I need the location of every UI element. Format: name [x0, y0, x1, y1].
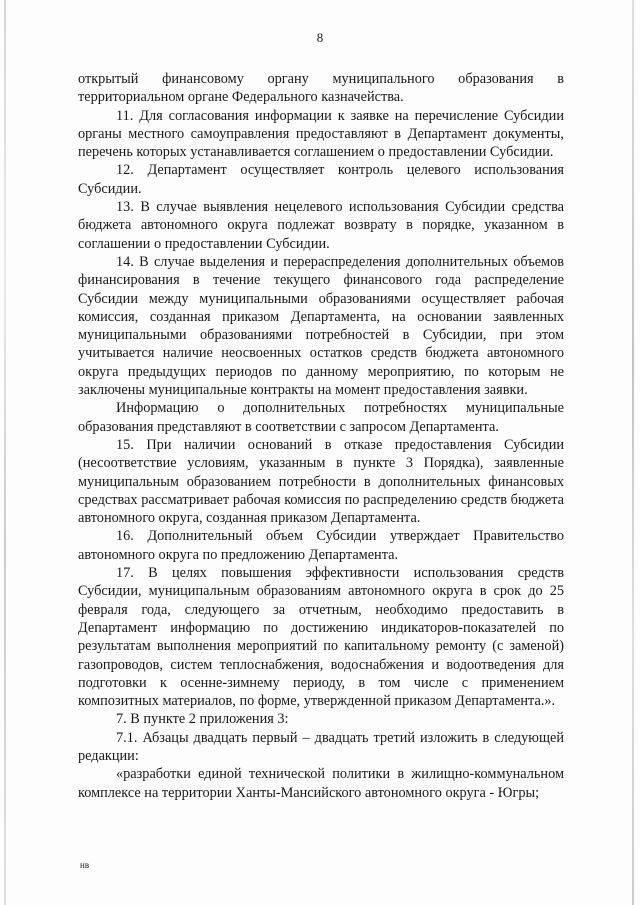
paragraph: 13. В случае выявления нецелевого использования Субсидии средства бюджета автономного округа подлежат возврату в порядке, указанном в соглашении о предоставлении Субсидии.: [78, 199, 564, 252]
paragraph: 11. Для согласования информации к заявке на перечисление Субсидии органы местного самоуправления предоставляют в Департамент документы, перечень которых устанавливается соглашением о предоставлении Субсидии.: [78, 107, 564, 161]
paragraph: 17. В целях повышения эффективности использования средств Субсидии, муниципальным образованиям автономного округа в срок до 25 февраля года, следующего за отчетным, необходимо предоставить в Департамент информацию по достижению индикаторов-показателей по результатам выполнения мероприятий по капитальному ремонту (с заменой) газопроводов, систем теплоснабжения, водоснабжения и водоотведения для подготовки к осенне-зимнему периоду, в том числе с применением композитных материалов, по форме, утвержденной приказом Департамента.».: [78, 565, 564, 710]
paragraph: Информацию о дополнительных потребностях муниципальные образования представляют в соответствии с запросом Департамента.: [78, 400, 564, 435]
paragraph: «разработки единой технической политики в жилищно-коммунальном комплексе на территории Ханты-Мансийского автономного округа - Югры;: [78, 766, 564, 801]
scan-edge-left: [4, 0, 6, 905]
paragraph: 16. Дополнительный объем Субсидии утверждает Правительство автономного округа по предложению Департамента.: [78, 528, 564, 563]
page-number: 8: [316, 30, 324, 45]
paragraph: 7.1. Абзацы двадцать первый – двадцать третий изложить в следующей редакции:: [78, 729, 564, 764]
paragraph: 12. Департамент осуществляет контроль целевого использования Субсидии.: [78, 162, 564, 197]
paragraph: 15. При наличии оснований в отказе предоставления Субсидии (несоответствие условиям, указанным в пункте 3 Порядка), заявленные муниципальным образованием потребности в дополнительных финансовых средствах рассматривает рабочая комиссия по распределению средств бюджета автономного округа, созданная приказом Департамента.: [78, 436, 564, 527]
paragraph: открытый финансовому органу муниципального образования в территориальном органе Федерального казначейства.: [78, 71, 564, 106]
paragraph: 7. В пункте 2 приложения 3:: [116, 711, 289, 728]
scan-edge-right: [632, 0, 634, 905]
footer-code: нв: [80, 860, 90, 870]
paragraph: 14. В случае выделения и перераспределения дополнительных объемов финансирования в течение текущего финансового года распределение Субсидии между муниципальными образованиями осуществляет рабочая комиссия, созданная приказом Департамента, на основании заявленных муниципальными образованиями потребностей в Субсидии, при этом учитывается наличие неосвоенных остатков средств бюджета автономного округа предыдущих периодов по данному мероприятию, по которым не заключены муниципальные контракты на момент предоставления заявки.: [78, 253, 564, 399]
document-body: [78, 70, 564, 802]
